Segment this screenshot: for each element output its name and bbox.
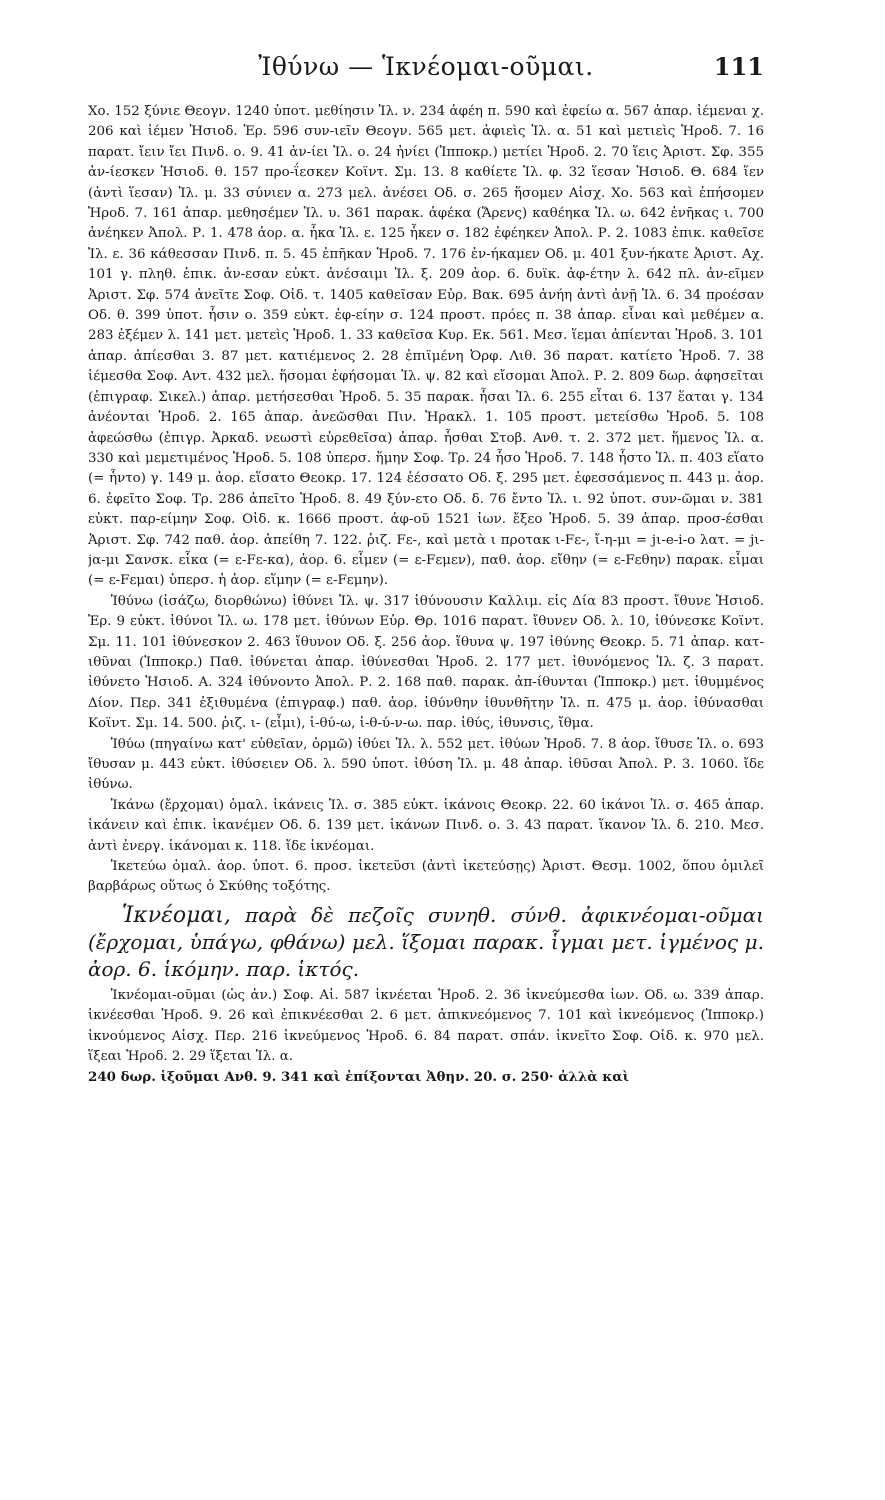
entry-ikneomai: Ἱκνέομαι-οῦμαι (ὡς ἀν.) Σοφ. Αἰ. 587 ἱκνέεται Ἡροδ. 2. 36 ἱκνεύμεσθα ἰων. Οδ. ω. 339 ἀπαρ. ἱκνέεσθαι Ἡροδ. 9. 26 καὶ ἐπικνέεσθαι 2. 6 μετ. ἀπικνεόμενος 7. 101 καὶ ἱκνεόμενος (Ἱπποκρ.) ἱκνούμενος Αἰσχ. Περ. 216 ἱκνεύμενος Ἡροδ. 6. 84 παρατ. σπάν. ἱκνεῖτο Σοφ. Οἰδ. κ. 970 μελ. ἵξεαι Ἡροδ. 2. 29 ἵξεται Ἰλ. α. xyxy=(88,987,764,1065)
entry-ikano: Ἱκάνω (ἔρχομαι) ὁμαλ. ἱκάνεις Ἰλ. σ. 385 εὐκτ. ἱκάνοις Θεοκρ. 22. 60 ἱκάνοι Ἰλ. σ. 465 ἀπαρ. ἱκάνειν καὶ ἐπικ. ἱκανέμεν Οδ. δ. 139 μετ. ἱκάνων Πινδ. ο. 3. 43 παρατ. ἵκανον Ἰλ. δ. 210. Μεσ. ἀντὶ ἐνεργ. ἱκάνομαι κ. 118. ἴδε ἱκνέομαι. xyxy=(88,797,764,854)
page-number: 111 xyxy=(713,52,764,81)
entry-continuation: Χο. 152 ξύνιε Θεογν. 1240 ὑποτ. μεθίησιν Ἰλ. ν. 234 ἀφέη π. 590 καὶ ἐφείω α. 567 ἀπαρ. ἱέμεναι χ. 206 καὶ ἱέμεν Ἡσιοδ. Ἐρ. 596 συν-ιεῖν Θεογν. 565 μετ. ἀφιεὶς Ἰλ. α. 51 καὶ μετιεὶς Ἡροδ. 7. 16 παρατ. ἴειν ἴει Πινδ. ο. 9. 41 ἀν-ίει Ἰλ. ο. 24 ἠνίει (Ἱπποκρ.) μετίει Ἡροδ. 2. 70 ἵεις Ἀριστ. Σφ. 355 ἀν-ίεσκεν Ἡσιοδ. θ. 157 προ-ΐεσκεν Κοϊντ. Σμ. 13. 8 καθίετε Ἰλ. φ. 32 ἵεσαν Ἡσιοδ. Θ. 684 ἵεν (ἀντὶ ἵεσαν) Ἰλ. μ. 33 σύνιεν α. 273 μελ. ἀνέσει Οδ. σ. 265 ἥσομεν Αἰσχ. Χο. 563 καὶ ἐπήσομεν Ἡροδ. 7. 161 ἀπαρ. μεθησέμεν Ἰλ. υ. 361 παρακ. ἀφέκα (Ἄρενς) καθέηκα Ἰλ. ω. 642 ἐνῆκας ι. 700 ἀνέηκεν Ἀπολ. Ρ. 1. 478 ἀορ. α. ἧκα Ἰλ. ε. 125 ἧκεν σ. 182 ἐφέηκεν Ἀπολ. Ρ. 2. 1083 ἐπικ. καθεῖσε Ἰλ. ε. 36 κάθεσσαν Πινδ. π. 5. 45 ἐπῆκαν Ἡροδ. 7. 176 ἐν-ήκαμεν Οδ. μ. 401 ξυν-ήκατε Ἀριστ. Αχ. 101 γ. πληθ. ἐπικ. ἀν-εσαν εὐκτ. ἀνέσαιμι Ἰλ. ξ. 209 ἀορ. 6. δυϊκ. ἀφ-έτην λ. 642 πλ. ἀν-εῖμεν Ἀριστ. Σφ. 574 ἀνεῖτε Σοφ. Οἰδ. τ. 1405 καθεῖσαν Εὐρ. Βακ. 695 ἀνήη ἀντὶ ἀνῇ Ἰλ. 6. 34 προέσαν Οδ. θ. 399 ὑποτ. ἧσιν ο. 359 εὐκτ. ἐφ-είην σ. 124 προστ. πρόες π. 38 ἀπαρ. εἶναι καὶ μεθέμεν α. 283 ἐξέμεν λ. 141 μετ. μετεὶς Ἡροδ. 1. 33 καθεῖσα Κυρ. Εκ. 561. Μεσ. ἵεμαι ἀπίενται Ἡροδ. 3. 101 ἀπαρ. ἀπίεσθαι 3. 87 μετ. κατιέμενος 2. 28 ἐπιϊμένη Ὀρφ. Λιθ. 36 παρατ. κατίετο Ἡροδ. 7. 38 ἱέμεσθα Σοφ. Αντ. 432 μελ. ἥσομαι ἐφήσομαι Ἰλ. ψ. 82 καὶ εἴσομαι Ἀπολ. Ρ. 2. 809 δωρ. ἀφησεῖται (ἐπιγραφ. Σικελ.) ἀπαρ. μετήσεσθαι Ἡροδ. 5. 35 παρακ. ἧσαι Ἰλ. 6. 255 εἷται 6. 137 ἕαται γ. 134 ἀνέονται Ἡροδ. 2. 165 ἀπαρ. ἀνεῶσθαι Πιν. Ἡρακλ. 1. 105 προστ. μετείσθω Ἡροδ. 5. 108 ἀφεώσθω (ἐπιγρ. Ἀρκαδ. νεωστὶ εὑρεθεῖσα) ἀπαρ. ἧσθαι Στοβ. Ανθ. τ. 2. 372 μετ. ἥμενος Ἰλ. α. 330 καὶ μεμετιμένος Ἡροδ. 5. 108 ὑπερσ. ἥμην Σοφ. Τρ. 24 ἧσο Ἡροδ. 7. 148 ἧστο Ἰλ. π. 403 εἵατο (= ἧντο) γ. 149 μ. ἀορ. εἵσατο Θεοκρ. 17. 124 ἑέσσατο Οδ. ξ. 295 μετ. ἐφεσσάμενος π. 443 μ. ἀορ. 6. ἐφεῖτο Σοφ. Τρ. 286 ἀπεῖτο Ἡροδ. 8. 49 ξύν-ετο Οδ. δ. 76 ἔντο Ἰλ. ι. 92 ὑποτ. συν-ῶμαι ν. 381 εὐκτ. παρ-είμην Σοφ. Οἰδ. κ. 1666 προστ. ἀφ-οῦ 1521 ἰων. ἔξεο Ἡροδ. 5. 39 ἀπαρ. προσ-έσθαι Ἀριστ. Σφ. 742 παθ. ἀορ. ἀπείθη 7. 122. ῥιζ. Fε-, καὶ μετὰ ι προτακ ι-Fε-, ἴ-η-μι = jι-e-i-ο λατ. = jι-jα-μι Σανσκ. εἷκα (= ε-Fε-κα), ἀορ. 6. εἷμεν (= ε-Fεμεν), παθ. ἀορ. εἴθην (= ε-Fεθην) παρακ. εἷμαι (= ε-Fεμαι) ὑπερσ. ἡ ἀορ. εἵμην (= ε-Fεμην). xyxy=(88,104,764,589)
entry-ikneomai-continued: 240 δωρ. ἱξοῦμαι Ανθ. 9. 341 καὶ ἐπίξονται Ἀθην. 20. σ. 250· ἀλλὰ καὶ xyxy=(88,1069,630,1086)
headword-lemma: Ἱκνέομαι, xyxy=(122,902,231,928)
entry-iketeuo: Ἱκετεύω ὁμαλ. ἀορ. ὑποτ. 6. προσ. ἱκετεῦσι (ἀντὶ ἱκετεύσῃς) Ἀριστ. Θεσμ. 1002, ὅπου ὁμιλεῖ βαρβάρως οὕτως ὁ Σκύθης τοξότης. xyxy=(88,859,764,895)
running-head xyxy=(88,52,764,90)
entry-ithyno: Ἰθύνω (ἰσάζω, διορθώνω) ἰθύνει Ἰλ. ψ. 317 ἰθύνουσιν Καλλιμ. εἰς Δία 83 προστ. ἴθυνε Ἡσιοδ. Ἐρ. 9 εὐκτ. ἰθύνοι Ἰλ. ω. 178 μετ. ἰθύνων Εὐρ. Θρ. 1016 παρατ. ἴθυνεν Οδ. λ. 10, ἰθύνεσκε Κοϊντ. Σμ. 11. 101 ἰθύνεσκον 2. 463 ἴθυνον Οδ. ξ. 256 ἀορ. ἴθυνα ψ. 197 ἰθύνης Θεοκρ. 5. 71 ἀπαρ. κατ-ιθῦναι (Ἱπποκρ.) Παθ. ἰθύνεται ἀπαρ. ἰθύνεσθαι Ἡροδ. 2. 177 μετ. ἰθυνόμενος Ἰλ. ζ. 3 παρατ. ἰθύνετο Ἡσιοδ. Α. 324 ἰθύνοντο Ἀπολ. Ρ. 2. 168 παθ. παρακ. ἀπ-ίθυνται (Ἱπποκρ.) μετ. ἰθυμμένος Δίον. Περ. 341 ἐξιθυμένα (ἐπιγραφ.) παθ. ἀορ. ἰθύνθην ἰθυνθῆτην Ἰλ. π. 475 μ. ἀορ. ἰθύνασθαι Κοϊντ. Σμ. 14. 500. ῥιζ. ι- (εἶμι), ἰ-θύ-ω, ἰ-θ-ύ-ν-ω. παρ. ἰθύς, ἰθυνσις, ἴθμα. xyxy=(88,593,764,732)
dictionary-page xyxy=(88,52,764,1472)
page-title: Ἰθύνω — Ἱκνέομαι-οῦμαι. xyxy=(258,52,594,81)
entry-ikneomai-headword xyxy=(88,902,764,983)
headword-gloss: παρὰ δὲ πεζοῖς συνηθ. σύνθ. ἀφικνέομαι-οῦμαι (ἔρχομαι, ὑπάγω, φθάνω) μελ. ἵξομαι παρακ. ἷγμαι μετ. ἱγμένος μ. ἀορ. 6. ἱκόμην. παρ. ἱκτός. xyxy=(88,902,764,981)
dictionary-body xyxy=(88,102,764,1088)
entry-ithyo: Ἰθύω (πηγαίνω κατ' εὐθεῖαν, ὁρμῶ) ἰθύει Ἰλ. λ. 552 μετ. ἰθύων Ἡροδ. 7. 8 ἀορ. ἴθυσε Ἰλ. ο. 693 ἴθυσαν μ. 443 εὐκτ. ἰθύσειεν Οδ. λ. 590 ὑποτ. ἰθύση Ἰλ. μ. 48 ἀπαρ. ἰθῦσαι Ἀπολ. Ρ. 3. 1060. ἴδε ἰθύνω. xyxy=(88,736,764,793)
